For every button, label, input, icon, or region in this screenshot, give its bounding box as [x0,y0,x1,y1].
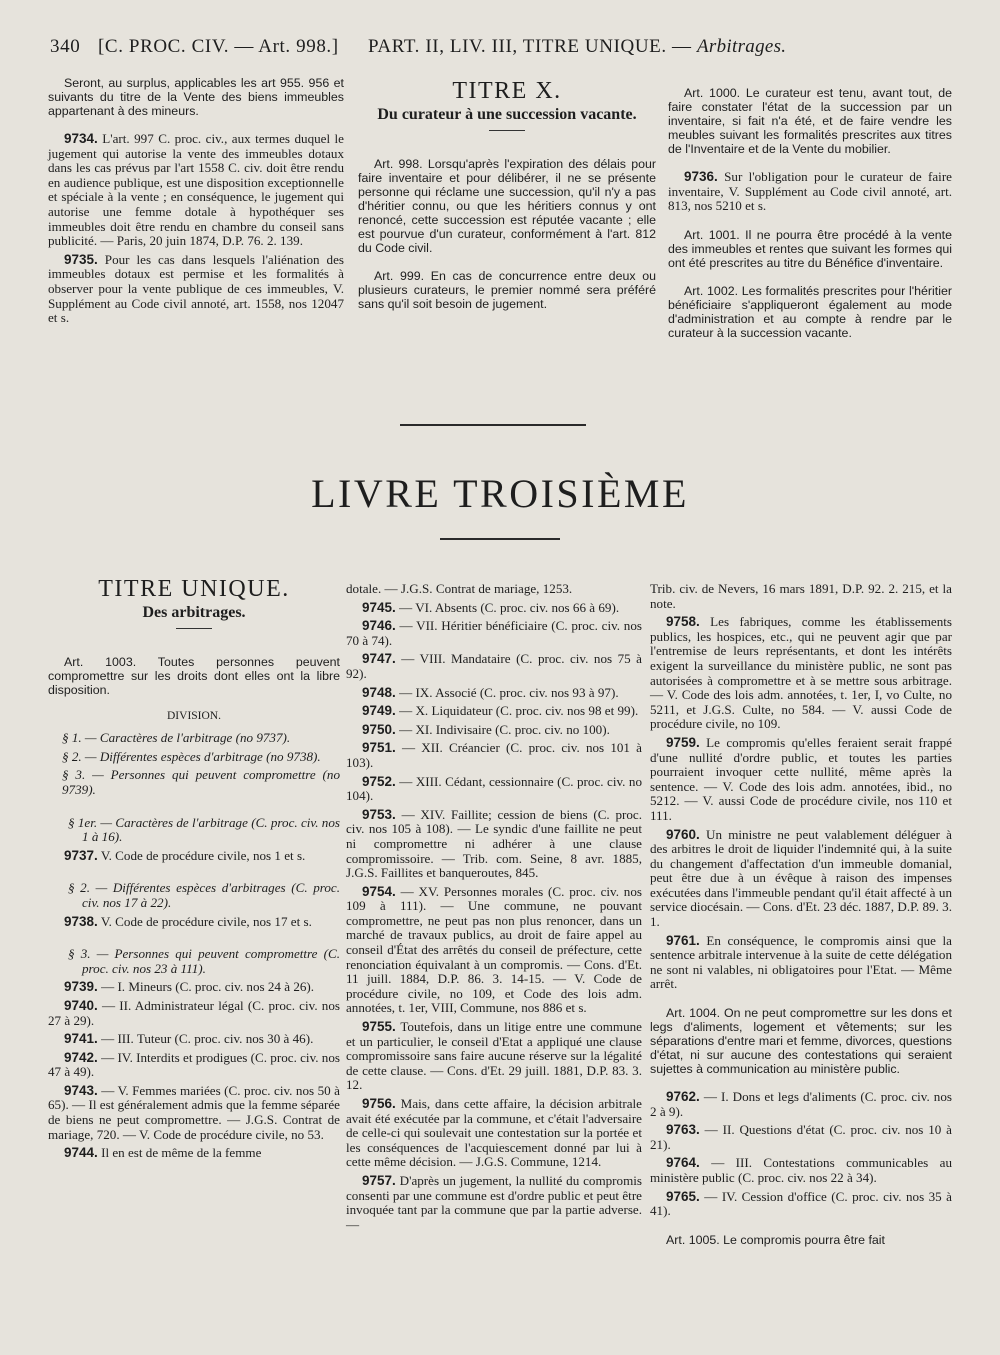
note-number: 9764. [666,1155,700,1171]
note-number: 9751. [362,740,396,756]
article-999: Art. 999. En cas de concurrence entre deux ou plusieurs curateurs, le premier nommé sera préféré sans qu'il soit besoin de jugement. [358,268,656,311]
note-number: 9742. [64,1049,98,1065]
article-1002: Art. 1002. Les formalités prescrites pour l'héritier bénéficiaire s'appliqueront également au mode d'administration et au compte à rendre par le curateur à la succession vacante. [668,283,952,340]
note-text: Un ministre ne peut valablement déléguer à des arbitres le droit de liquider l'indemnité qui, à la suite du changement d'affectation d'un immeuble domanial, peut être due à un évêque à raison des impenses exécutées dans l'immeuble pendant qu'il était affecté à un service diocésain. — Cons. d'Et. 23 déc. 1887, D.P. 89. 3. 1. [650,826,952,930]
livre-troisieme-heading: LIVRE TROISIÈME [311,471,689,516]
article-1000: Art. 1000. Le curateur est tenu, avant tout, de faire constater l'état de la succession par un inventaire, si fait n'a été, et de faire vendre les meubles suivant les formalités prescrites aux titres de l'Inventaire et de la Vente du mobilier. [668,86,952,156]
note-9736 [668,170,952,214]
note-number: 9762. [666,1089,700,1105]
note-number: 9753. [362,806,396,822]
note-9746 [346,619,642,648]
section-rule [440,538,560,540]
note-text: Les fabriques, comme les établissements publics, les hospices, etc., qui ne peuvent agir que par l'entremise de leurs représentants, et dont les intérêts exigent la surveillance du ministère public, ne sont pas autorisées à compromettre et à se mettre sous arbitrage. — V. Code des lois adm. annotées, t. 1er, I, vo Culte, no 5211, et J.G.S. Culte, no 584. — V. aussi Code de procédure civile, no 109. [650,614,952,732]
note-9756 [346,1097,642,1170]
note-number: 9744. [64,1145,98,1161]
note-text: — III. Tuteur (C. proc. civ. nos 30 à 46). [101,1031,314,1047]
note-number: 9746. [362,618,396,634]
note-text: Pour les cas dans lesquels l'aliénation des immeubles dotaux est permise et les formalités à observer pour la vente publique de ces immeubles, V. Supplément au Code civil annoté, art. 1558, nos 12047 et s. [48,251,344,326]
note-9747 [346,652,642,681]
article-998: Art. 998. Lorsqu'après l'expiration des délais pour faire inventaire et pour délibérer, il ne se présente personne qui réclame une succession, qu'il n'y a pas d'héritier connu, ou que les héritiers connus y ont renoncé, cette succession est réputée vacante ; elle est pourvue d'un curateur, conformément à l'art. 812 du Code civil. [358,156,656,255]
header-subject: Arbitrages. [697,36,787,57]
section-heading [48,881,340,910]
note-number: 9743. [64,1082,98,1098]
note-9764 [650,1156,952,1185]
note-text: — VI. Absents (C. proc. civ. nos 66 à 69). [399,599,620,615]
header-center-title [368,36,786,58]
note-number: 9759. [666,734,700,750]
section-heading [48,947,340,976]
article-1004: Art. 1004. On ne peut compromettre sur les dons et legs d'aliments, logement et vêtements; sur les séparations d'entre mari et femme, divorces, questions d'état, ni sur aucune des contestations qui seraient sujettes à communication au ministère public. [650,1006,952,1077]
note-9763 [650,1123,952,1152]
paragraph: Seront, au surplus, applicables les art 955. 956 et suivants du titre de la Vente des biens immeubles appartenant à des mineurs. [48,76,344,118]
section-heading-text: § 1er. — Caractères de l'arbitrage (C. proc. civ. nos 1 à 16). [68,814,340,845]
note-number: 9739. [64,979,98,995]
note-number: 9755. [362,1019,396,1035]
note-text: — XII. Créancier (C. proc. civ. nos 101 à 103). [346,740,642,770]
note-text: — V. Femmes mariées (C. proc. civ. nos 50 à 65). — Il est généralement admis que la femme séparée de biens ne peut compromettre. — J.G.S. Contrat de mariage, 720. — V. Code de procédure civile, no 53. [48,1082,340,1142]
note-number: 9735. [64,251,98,267]
note-text: — XIII. Cédant, cessionnaire (C. proc. civ. no 104). [346,773,642,804]
division-item [48,731,340,746]
lower-column-left [48,576,340,1165]
note-text: V. Code de procédure civile, nos 1 et s. [100,847,306,863]
note-9754 [346,885,642,1016]
note-9743 [48,1084,340,1142]
note-9761 [650,934,952,992]
section-heading-text: § 3. — Personnes qui peuvent compromettre (C. proc. civ. nos 23 à 111). [68,946,340,976]
note-text: Toutefois, dans un litige entre une commune et un particulier, le conseil d'Etat a appliqué une clause compromissoire sans faire aucune réserve sur la légalité de cette clause. — Cons. d'Et. 29 juill. 1881, D.P. 83. 3. 12. [346,1019,642,1093]
note-number: 9748. [362,684,396,700]
titre-unique-subheading: Des arbitrages. [142,603,246,621]
note-text: — XIV. Faillite; cession de biens (C. proc. civ. nos 105 à 108). — Le syndic d'une faillite ne peut ni compromettre ni adhérer à une clause compromissoire. — Trib. com. Seine, 8 avr. 1885, J.G.S. Faillites et banqueroutes, 845. [346,806,642,881]
upper-column-right [668,86,952,344]
note-9745 [346,601,642,616]
note-text: — IV. Interdits et prodigues (C. proc. civ. nos 47 à 49). [48,1049,340,1080]
note-number: 9756. [362,1096,396,1111]
note-number: 9765. [666,1188,700,1204]
paragraph-continued: Trib. civ. de Nevers, 16 mars 1891, D.P. 92. 2. 215, et la note. [650,581,952,611]
note-9749 [346,704,642,719]
titre-unique-heading: TITRE UNIQUE. [98,576,290,602]
note-9758 [650,615,952,732]
note-number: 9758. [666,614,700,630]
note-text: — II. Administrateur légal (C. proc. civ. nos 27 à 29). [48,997,340,1028]
upper-column-center [358,78,656,315]
note-text: D'après un jugement, la nullité du compromis consenti par une commune est d'ordre public et peut être invoquée tant par la commune que par la partie adverse. — [346,1172,642,1232]
note-text: — I. Dons et legs d'aliments (C. proc. civ. nos 2 à 9). [650,1089,952,1119]
section-heading-text: § 2. — Différentes espèces d'arbitrages (C. proc. civ. nos 17 à 22). [68,880,340,910]
note-number: 9752. [362,773,396,789]
note-9760 [650,828,952,930]
note-text: — VIII. Mandataire (C. proc. civ. nos 75 à 92). [346,651,642,681]
note-9742 [48,1051,340,1080]
division-item-text: § 2. — Différentes espèces d'arbitrage (no 9738). [62,748,321,764]
note-number: 9747. [362,651,396,667]
article-1005: Art. 1005. Le compromis pourra être fait [666,1232,886,1247]
lower-column-right [650,582,952,1251]
note-text: — X. Liquidateur (C. proc. civ. nos 98 et 99). [399,703,639,719]
note-text: — XI. Indivisaire (C. proc. civ. no 100). [399,721,610,737]
division-item [48,768,340,797]
running-header [50,36,950,66]
note-9741 [48,1032,340,1047]
section-heading [48,816,340,845]
note-number: 9760. [666,826,700,842]
note-text: V. Code de procédure civile, nos 17 et s. [100,913,312,929]
note-text: Il en est de même de la femme [101,1145,262,1161]
article-1003: Art. 1003. Toutes personnes peuvent compromettre sur les droits dont elles ont la libre disposition. [48,654,340,697]
note-9753 [346,808,642,881]
note-text: — III. Contestations communicables au ministère public (C. proc. civ. nos 22 à 34). [650,1155,952,1185]
lower-column-center [346,582,642,1236]
note-number: 9757. [362,1172,396,1188]
upper-column-left [48,76,344,330]
note-number: 9737. [64,847,98,863]
note-9739 [48,980,340,995]
note-number: 9763. [666,1122,700,1138]
division-item [48,750,340,765]
note-9759 [650,736,952,824]
note-text: — IV. Cession d'office (C. proc. civ. nos 35 à 41). [650,1188,952,1219]
note-9755 [346,1020,642,1093]
note-text: — XV. Personnes morales (C. proc. civ. nos 109 à 111). — Une commune, ne pouvant compromettre, ne peut pas non plus renoncer, dans un marché de travaux publics, au droit de faire appel au conseil d'État des arrêtés du conseil de préfecture, cette renonciation équivalant à un compromis. — Cons. d'Et. 11 juill. 1884, D.P. 86. 3. 14-15. — V. Code de procédure civile, no 109, et Code des lois adm. annotées, t. 1er, VIII, Commune, nos 886 et s. [346,883,642,1016]
note-number: 9745. [362,599,396,615]
note-text: L'art. 997 C. proc. civ., aux termes duquel le jugement qui autorise la vente des immeubles dotaux dans les cas prévus par l'art 1558 C. civ. doit être rendu en audience publique, est une disposition exceptionnelle et spéciale à la vente ; en conséquence, le jugement qui autorise une femme dotale à hypothéquer ses immeubles doit être rendu en chambre du conseil sans publicité. — Paris, 20 juin 1874, D.P. 76. 2. 139. [48,131,344,249]
note-number: 9750. [362,721,396,737]
note-9734 [48,132,344,249]
note-number: 9736. [684,169,718,184]
note-9757 [346,1174,642,1232]
note-text: — VII. Héritier bénéficiaire (C. proc. civ. nos 70 à 74). [346,618,642,648]
note-number: 9749. [362,703,396,719]
note-9740 [48,999,340,1028]
note-number: 9738. [64,913,98,929]
section-rule [400,424,586,426]
note-text: — II. Questions d'état (C. proc. civ. nos 10 à 21). [650,1122,952,1152]
note-9738 [48,915,340,930]
note-9751 [346,741,642,770]
note-number: 9741. [64,1031,98,1047]
page-number: 340 [50,36,81,57]
titre-x-subheading: Du curateur à une succession vacante. [377,105,637,123]
note-number: 9754. [362,883,396,899]
divider [176,628,212,629]
note-number: 9734. [64,131,98,146]
note-9762 [650,1090,952,1119]
note-number: 9761. [666,932,700,948]
note-9748 [346,686,642,701]
note-text: Le compromis qu'elles feraient serait frappé d'une nullité d'ordre public, et toutes les parties pourraient invoquer cette nullité, même après la sentence. — V. Code des lois adm. annotées, ibid., no 5212. — V. aussi Code de procédure civile, nos 110 et 111. [650,734,952,823]
note-9735 [48,253,344,326]
note-9737 [48,849,340,864]
note-9744 [48,1146,340,1161]
titre-x-heading: TITRE X. [452,78,562,104]
note-9750 [346,723,642,738]
divider [489,130,525,131]
note-text: Mais, dans cette affaire, la décision arbitrale avait été exécutée par la commune, et c'était l'adversaire de celle-ci qui soulevait une contestation sur la portée et les conséquences de l'acquiescement donné par lui à cette même décision. — J.G.S. Commune, 1214. [346,1096,642,1170]
note-number: 9740. [64,997,98,1013]
note-9752 [346,775,642,804]
note-text: — I. Mineurs (C. proc. civ. nos 24 à 26). [101,979,315,995]
division-item-text: § 3. — Personnes qui peuvent compromettre (no 9739). [62,767,340,797]
header-part: PART. II, LIV. III, TITRE UNIQUE. — [368,36,692,57]
article-1001: Art. 1001. Il ne pourra être procédé à la vente des immeubles et rentes que suivant les formes qui ont été prescrites au titre du Bénéfice d'inventaire. [668,227,952,270]
note-text: — IX. Associé (C. proc. civ. nos 93 à 97). [399,684,619,700]
note-text: En conséquence, le compromis ainsi que la sentence arbitrale intervenue à la suite de cette délégation ne sont ni valables, ni obligatoires pour l'Etat. — Même arrêt. [650,932,952,992]
paragraph-continued: dotale. — J.G.S. Contrat de mariage, 1253. [346,581,573,596]
note-9765 [650,1190,952,1219]
division-item-text: § 1. — Caractères de l'arbitrage (no 9737). [62,730,291,746]
note-text: Sur l'obligation pour le curateur de faire inventaire, V. Supplément au Code civil annoté, art. 813, nos 5210 et s. [668,169,952,214]
header-left-title: [C. PROC. CIV. — Art. 998.] [98,36,339,57]
division-label: DIVISION. [167,709,221,722]
